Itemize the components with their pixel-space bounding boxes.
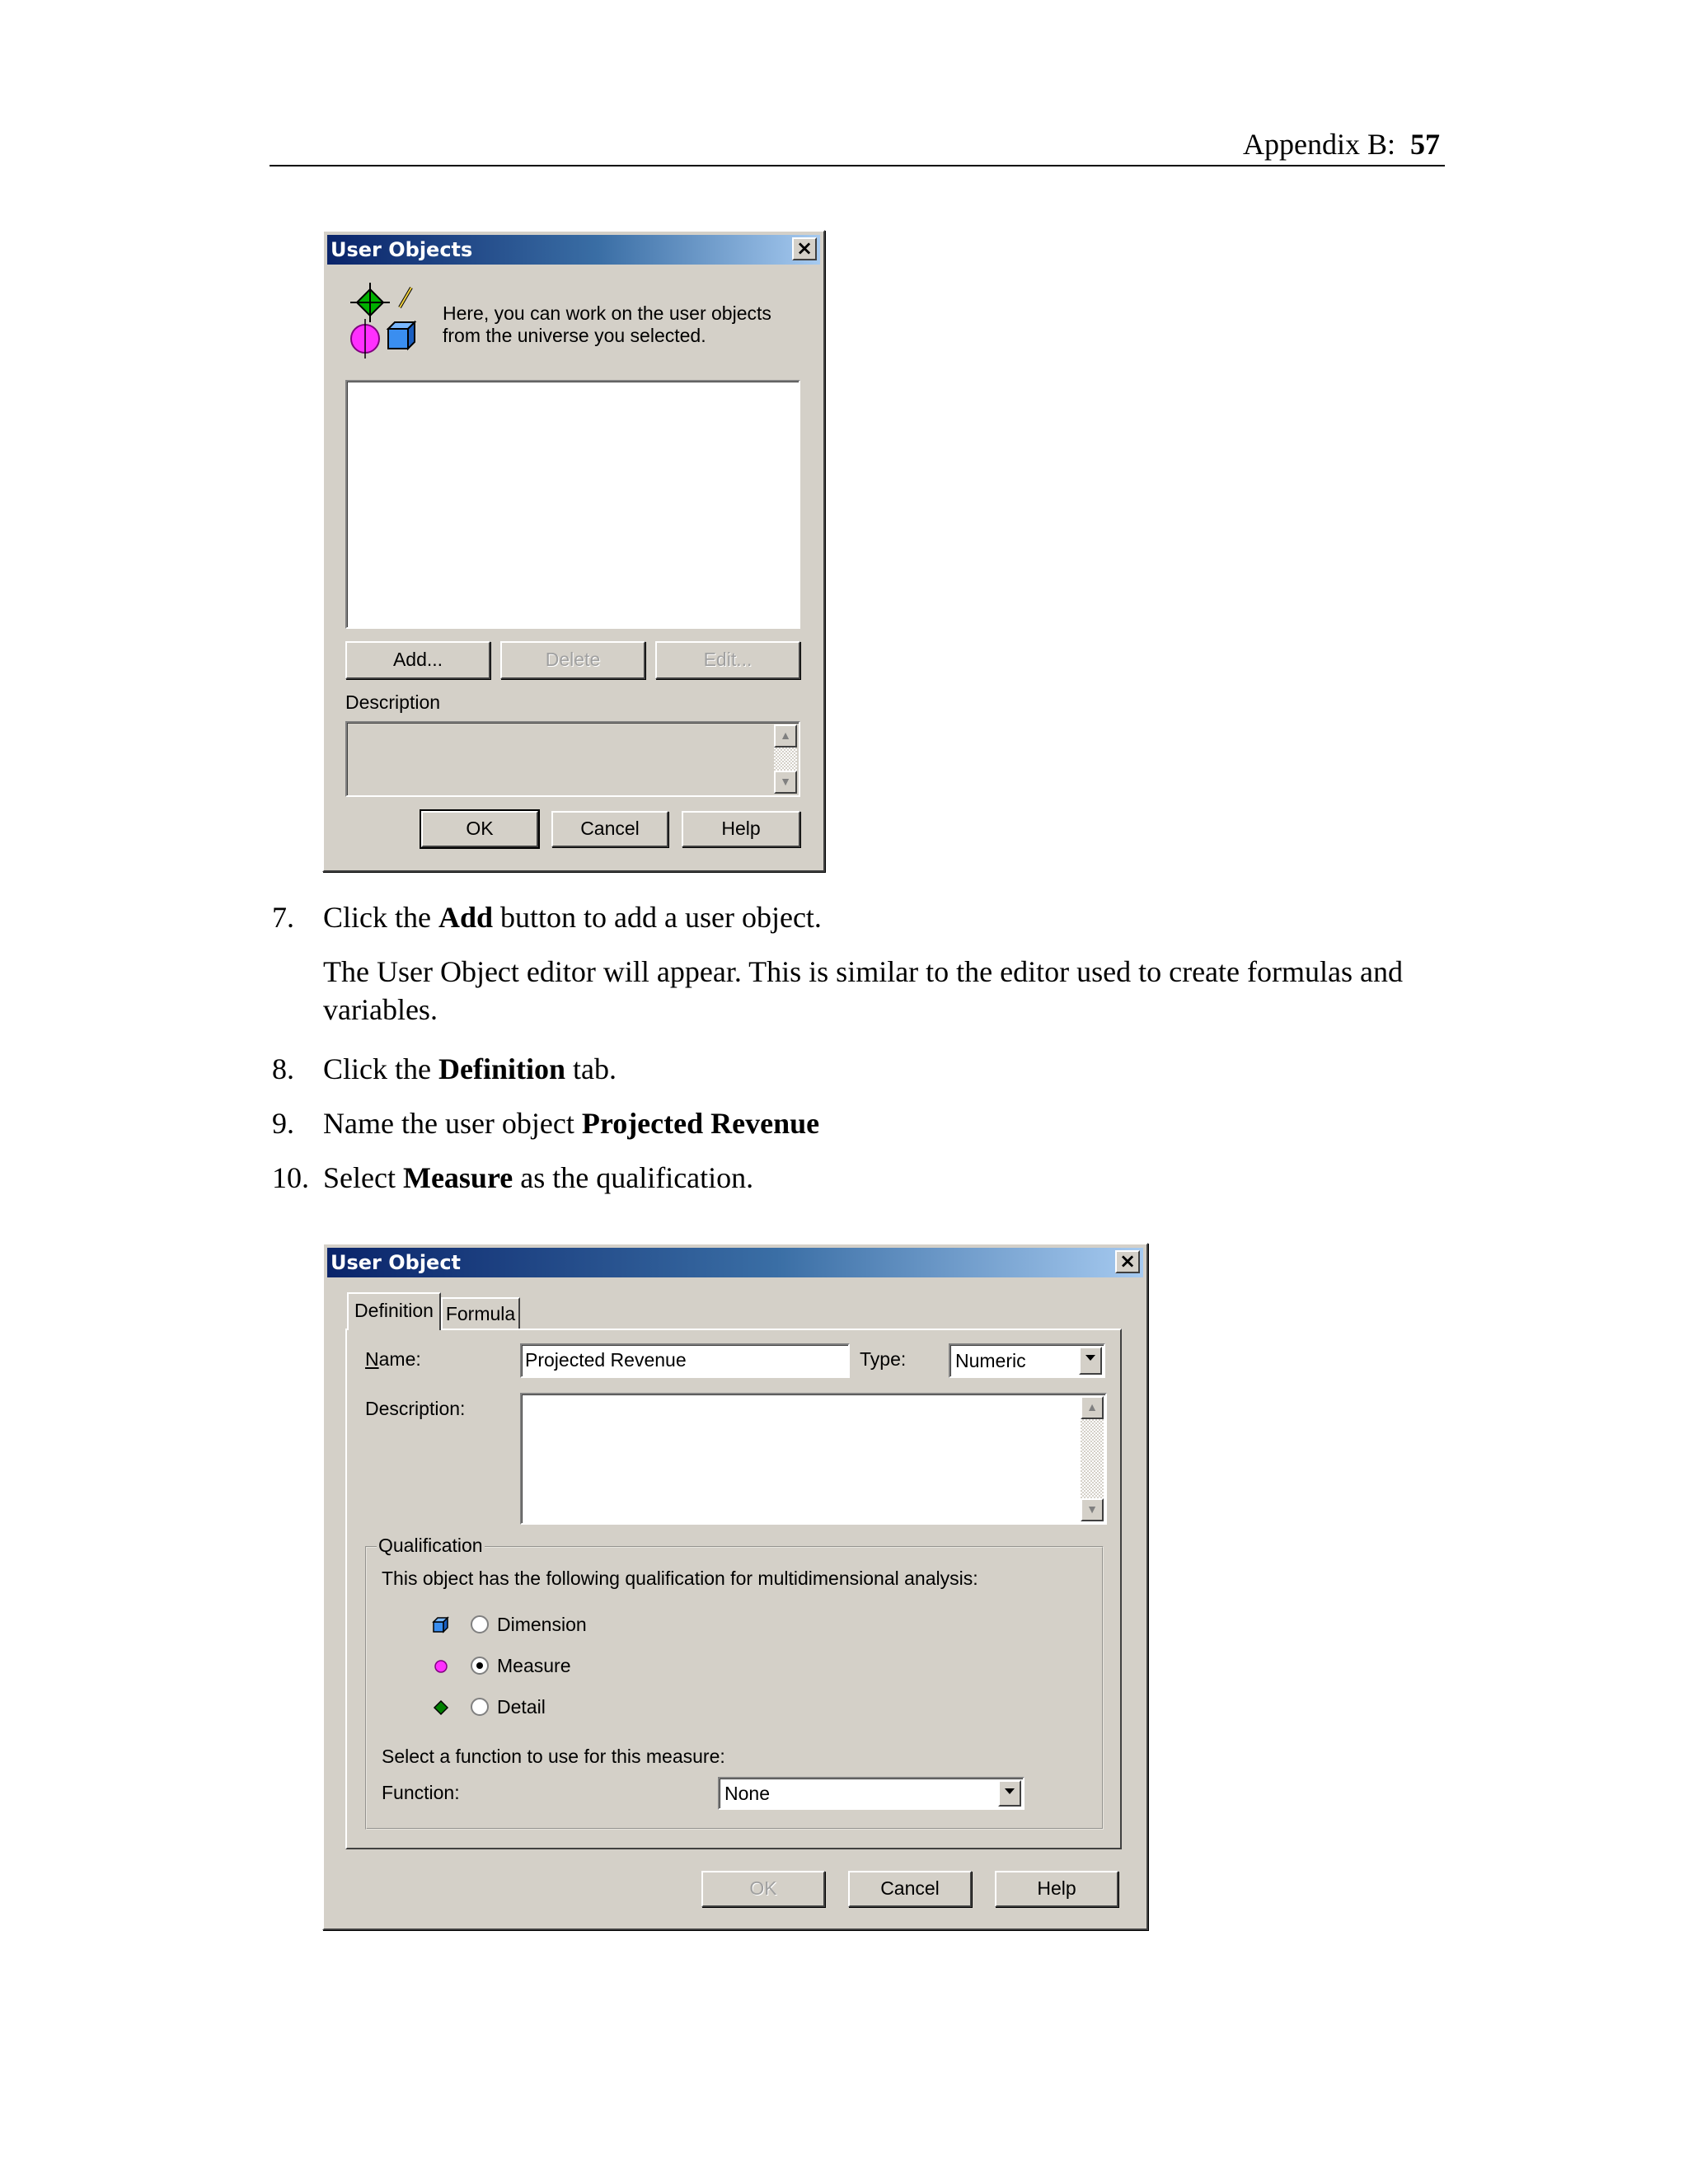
cancel-button[interactable] xyxy=(848,1871,972,1907)
name-label: Name: xyxy=(365,1348,421,1370)
detail-radio[interactable] xyxy=(471,1698,489,1716)
step-7-note: The User Object editor will appear. This is similar to the editor used to create formulas and variables. xyxy=(323,955,1403,1026)
measure-radio[interactable] xyxy=(471,1657,489,1675)
step-8 xyxy=(272,1050,617,1088)
step-text: Click the xyxy=(323,1052,438,1085)
chevron-down-icon[interactable] xyxy=(998,1780,1021,1807)
chevron-down-icon[interactable] xyxy=(1079,1347,1102,1375)
step-number: 9. xyxy=(272,1107,294,1140)
help-button-label: Help xyxy=(1037,1877,1076,1899)
type-select[interactable] xyxy=(949,1343,1105,1378)
function-value: None xyxy=(724,1783,770,1804)
description-label: Description xyxy=(345,691,441,713)
ok-button-label: OK xyxy=(466,818,494,839)
step-bold: Projected Revenue xyxy=(581,1107,820,1140)
step-text: button to add a user object. xyxy=(493,901,822,934)
description-field[interactable] xyxy=(345,721,800,797)
step-bold: Add xyxy=(438,901,494,934)
ok-button[interactable] xyxy=(421,811,538,847)
help-button[interactable] xyxy=(995,1871,1118,1907)
step-text: Name the user object xyxy=(323,1107,582,1140)
dialog-title: User Objects xyxy=(331,238,473,261)
step-7 xyxy=(272,898,822,936)
qualification-title: Qualification xyxy=(378,1535,483,1556)
measure-label: Measure xyxy=(497,1655,571,1676)
scroll-down-icon[interactable]: ▼ xyxy=(774,771,797,794)
ok-button[interactable] xyxy=(701,1871,825,1907)
scroll-up-icon[interactable]: ▲ xyxy=(774,724,797,748)
page-header xyxy=(270,124,1445,166)
function-prompt: Select a function to use for this measure: xyxy=(382,1746,725,1767)
dialog-titlebar xyxy=(327,235,820,265)
step-9 xyxy=(272,1104,819,1142)
function-select[interactable] xyxy=(718,1777,1025,1810)
type-value: Numeric xyxy=(955,1350,1026,1371)
close-icon[interactable]: × xyxy=(792,237,817,260)
ok-button-label: OK xyxy=(749,1877,777,1899)
edit-button[interactable] xyxy=(655,641,800,679)
cancel-button-label: Cancel xyxy=(580,818,640,839)
description-scrollbar[interactable] xyxy=(774,724,797,794)
dimension-cube-icon xyxy=(431,1615,451,1635)
detail-label: Detail xyxy=(497,1696,546,1718)
page-header-text xyxy=(1243,127,1440,162)
tab-definition[interactable] xyxy=(347,1292,441,1330)
add-button[interactable] xyxy=(345,641,490,679)
user-objects-dialog xyxy=(322,230,825,872)
appendix-label: Appendix B: xyxy=(1243,128,1395,161)
dialog-titlebar xyxy=(327,1248,1143,1277)
step-text: Click the xyxy=(323,901,438,934)
name-value: Projected Revenue xyxy=(525,1349,687,1371)
delete-button[interactable] xyxy=(500,641,645,679)
name-input[interactable] xyxy=(520,1343,850,1378)
step-bold: Definition xyxy=(438,1052,565,1085)
intro-text: Here, you can work on the user objects from the universe you selected. xyxy=(443,302,771,346)
description-textarea[interactable] xyxy=(520,1393,1107,1525)
help-button-label: Help xyxy=(721,818,761,839)
step-text: as the qualification. xyxy=(513,1161,754,1194)
step-number: 8. xyxy=(272,1052,294,1085)
help-button[interactable] xyxy=(682,811,800,847)
cancel-button-label: Cancel xyxy=(880,1877,940,1899)
step-bold: Measure xyxy=(402,1161,513,1194)
step-text: Select xyxy=(323,1161,403,1194)
description-scrollbar[interactable] xyxy=(1081,1396,1104,1521)
measure-sphere-icon xyxy=(431,1657,451,1676)
page-number: 57 xyxy=(1410,128,1440,161)
user-objects-list[interactable] xyxy=(345,380,800,629)
tab-formula[interactable] xyxy=(441,1297,520,1330)
tab-label: Definition xyxy=(354,1300,434,1321)
scroll-up-icon[interactable]: ▲ xyxy=(1081,1396,1104,1419)
step-text: tab. xyxy=(565,1052,617,1085)
step-number: 10. xyxy=(272,1161,309,1194)
qualification-text: This object has the following qualification for multidimensional analysis: xyxy=(382,1568,978,1589)
qualification-group xyxy=(365,1535,1104,1830)
close-icon[interactable]: × xyxy=(1115,1250,1140,1273)
step-number: 7. xyxy=(272,901,294,934)
type-label: Type: xyxy=(860,1348,907,1370)
detail-diamond-icon xyxy=(431,1698,451,1718)
dialog-title: User Object xyxy=(331,1251,462,1274)
tab-label: Formula xyxy=(445,1303,516,1324)
function-label: Function: xyxy=(382,1782,460,1803)
cancel-button[interactable] xyxy=(551,811,668,847)
user-objects-icon xyxy=(345,283,428,365)
edit-button-label: Edit... xyxy=(703,649,753,670)
tab-panel xyxy=(345,1329,1122,1849)
add-button-label: Add... xyxy=(392,649,443,670)
description-label: Description: xyxy=(365,1398,466,1419)
user-object-dialog xyxy=(322,1243,1148,1930)
step-10 xyxy=(272,1159,753,1197)
dimension-radio[interactable] xyxy=(471,1615,489,1633)
scroll-down-icon[interactable]: ▼ xyxy=(1081,1498,1104,1521)
dimension-label: Dimension xyxy=(497,1614,587,1635)
delete-button-label: Delete xyxy=(545,649,601,670)
